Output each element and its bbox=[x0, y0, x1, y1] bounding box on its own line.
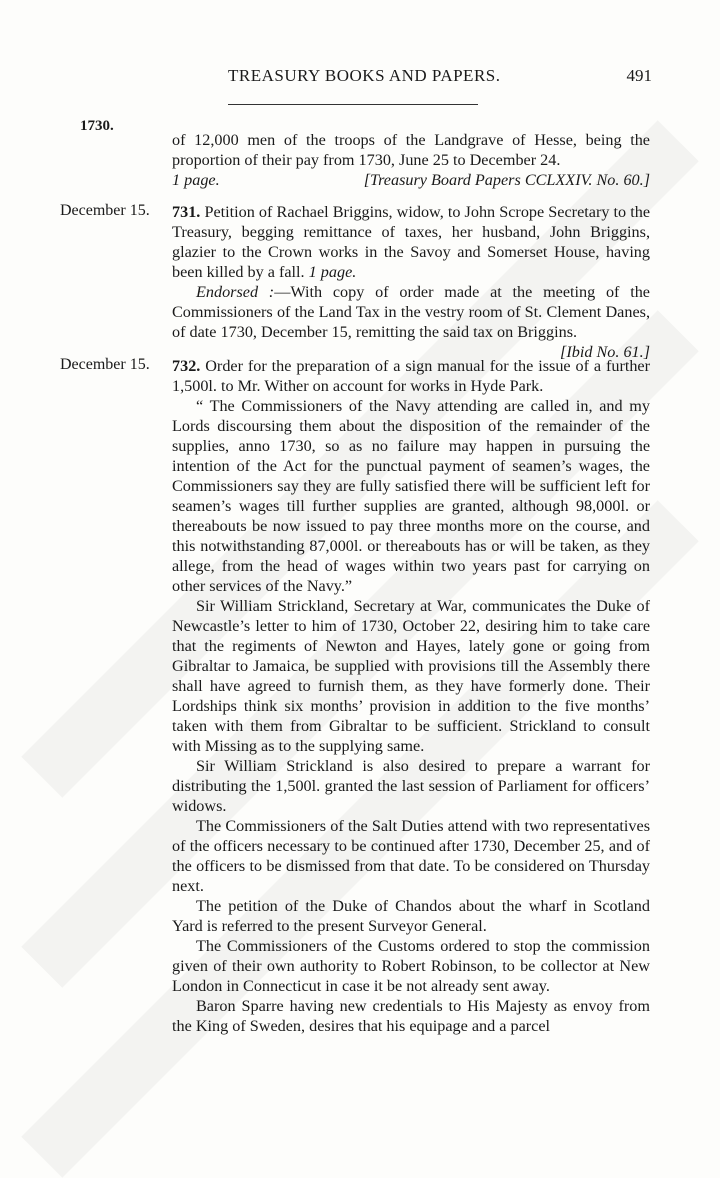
endorsed-label: Endorsed : bbox=[196, 283, 275, 301]
entry-732-paragraph-6: The petition of the Duke of Chandos about the wharf in Scotland Yard is referred to the present Surveyor General. bbox=[172, 897, 650, 935]
entry-732-paragraph-7: The Commissioners of the Customs ordered to stop the commission given of their own authority to Robert Robinson, to be collector at New London in Connecticut in case it be not already sent away. bbox=[172, 937, 650, 995]
entry-number: 732. bbox=[172, 357, 201, 375]
entry-732-paragraph-2: “ The Commissioners of the Navy attending are called in, and my Lords discoursing them about the disposition of the remainder of the supplies, anno 1730, so as no failure may happen in pursuing the intention of the Act for the punctual payment of seamen’s wages, the Commissioners say they are fully satisfied there will be sufficient left for seamen’s wages till further supplies are granted, although 98,000l. or thereabouts be now issued to pay three months more on the course, and this notwithstanding 87,000l. or thereabouts has or will be taken, as they allege, from the head of wages within two years past for carrying on other services of the Navy.” bbox=[172, 397, 650, 595]
entry-731-date: December 15. bbox=[60, 202, 150, 219]
entry-731-text: Petition of Rachael Briggins, widow, to John Scrope Secretary to the Treasury, begging remittance of taxes, her husband, John Briggins, glazier to the Crown works in the Savoy and Somerset House, having been killed by a fall. bbox=[172, 203, 651, 281]
header-rule bbox=[228, 104, 478, 105]
entry-732-paragraph-3: Sir William Strickland, Secretary at War, communicates the Duke of Newcastle’s letter to him of 1730, October 22, desiring him to take care that the regiments of Newton and Hayes, lately gone or going from Gibraltar to Jamaica, be supplied with provisions till the Assembly there shall have agreed to furnish them, as they have formerly done. Their Lordships think six months’ provision in addition to the five months’ taken with them from Gibraltar to be sufficient. Strickland to consult with Missing as to the supplying same. bbox=[172, 597, 650, 755]
entry-732-paragraph-1: Order for the preparation of a sign manual for the issue of a further 1,500l. to Mr. Wither on account for works in Hyde Park. bbox=[172, 357, 650, 395]
entry-732-paragraph-8: Baron Sparre having new credentials to His Majesty as envoy from the King of Sweden, desires that his equipage and a parcel bbox=[172, 997, 650, 1035]
source-reference: [Ibid No. 61.] bbox=[560, 343, 650, 361]
entry-732 bbox=[172, 356, 650, 1036]
endorsement bbox=[172, 282, 650, 342]
page-header bbox=[0, 66, 720, 96]
page-count: 1 page. bbox=[308, 263, 357, 281]
page-count: 1 page. bbox=[172, 171, 220, 189]
year-margin-label: 1730. bbox=[80, 118, 114, 134]
continued-entry bbox=[172, 130, 650, 190]
continued-entry-footer bbox=[172, 170, 650, 190]
entry-732-date: December 15. bbox=[60, 356, 150, 373]
running-title: TREASURY BOOKS AND PAPERS. bbox=[228, 66, 501, 85]
endorsed-text: —With copy of order made at the meeting of the Commissioners of the Land Tax in the vestry room of St. Clement Danes, of date 1730, December 15, remitting the said tax on Briggins. bbox=[172, 283, 650, 341]
entry-number: 731. bbox=[172, 203, 201, 221]
page-number: 491 bbox=[626, 66, 652, 85]
entry-732-paragraph-5: The Commissioners of the Salt Duties attend with two representatives of the officers necessary to be continued after 1730, December 25, and of the officers to be dismissed from that date. To be considered on Thursday next. bbox=[172, 817, 650, 895]
entry-732-paragraph-4: Sir William Strickland is also desired to prepare a warrant for distributing the 1,500l. granted the last session of Parliament for officers’ widows. bbox=[172, 757, 650, 815]
source-reference: [Treasury Board Papers CCLXXIV. No. 60.] bbox=[363, 171, 650, 189]
entry-731 bbox=[172, 202, 650, 362]
continued-entry-text: of 12,000 men of the troops of the Landgrave of Hesse, being the proportion of their pay from 1730, June 25 to December 24. bbox=[172, 131, 650, 169]
